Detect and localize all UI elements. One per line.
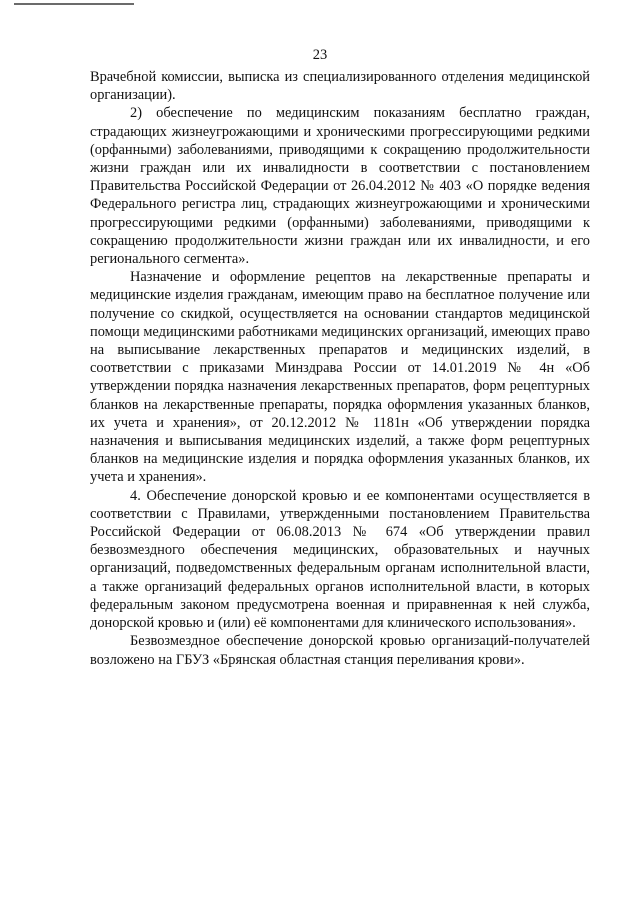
- paragraph-prescriptions: Назначение и оформление рецептов на лекарственные препараты и медицинские изделия гражданам, имеющим право на бесплатное получение или получение со скидкой, осуществляется на основании стандартов медицинской помощи медицинскими работниками медицинских организаций, имеющих право на выписывание лекарственных препаратов и медицинских изделий, в соответствии с приказами Минздрава России от 14.01.2019 № 4н «Об утверждении порядка назначения лекарственных препаратов, форм рецептурных бланков на лекарственные препараты, порядка оформления указанных бланков, их учета и хранения», от 20.12.2012 № 1181н «Об утверждении порядка назначения и выписывания медицинских изделий, а также форм рецептурных бланков на медицинские изделия и порядка оформления указанных бланков, их учета и хранения».: [90, 269, 590, 486]
- document-body: [90, 68, 590, 669]
- paragraph-commission-extract: Врачебной комиссии, выписка из специализированного отделения медицинской организации).: [90, 69, 590, 104]
- paragraph-orphan-diseases: 2) обеспечение по медицинским показаниям бесплатно граждан, страдающих жизнеугрожающими и хроническими прогрессирующими редкими (орфанными) заболеваниями, приводящими к сокращению продолжительности жизни граждан или их инвалидности в соответствии с постановлением Правительства Российской Федерации от 26.04.2012 № 403 «О порядке ведения Федерального регистра лиц, страдающих жизнеугрожающими и хроническими прогрессирующими редкими (орфанными) заболеваниями, приводящими к сокращению продолжительности жизни граждан или их инвалидности, и его регионального сегмента».: [90, 105, 590, 268]
- paragraph-free-provision: Безвозмездное обеспечение донорской кровью организаций-получателей возложено на ГБУЗ «Брянская областная станция переливания крови».: [90, 633, 590, 668]
- page-number: 23: [312, 47, 328, 63]
- paragraph-donor-blood: 4. Обеспечение донорской кровью и ее компонентами осуществляется в соответствии с Правилами, утвержденными постановлением Правительства Российской Федерации от 06.08.2013 № 674 «Об утверждении правил безвозмездного обеспечения медицинских, образовательных и научных организаций, подведомственных федеральным органам исполнительной власти, а также организаций федеральных органов исполнительной власти, в которых федеральным законом предусмотрена военная и приравненная к ней служба, донорской кровью и (или) её компонентами для клинического использования».: [90, 487, 590, 632]
- top-rule: [14, 3, 134, 5]
